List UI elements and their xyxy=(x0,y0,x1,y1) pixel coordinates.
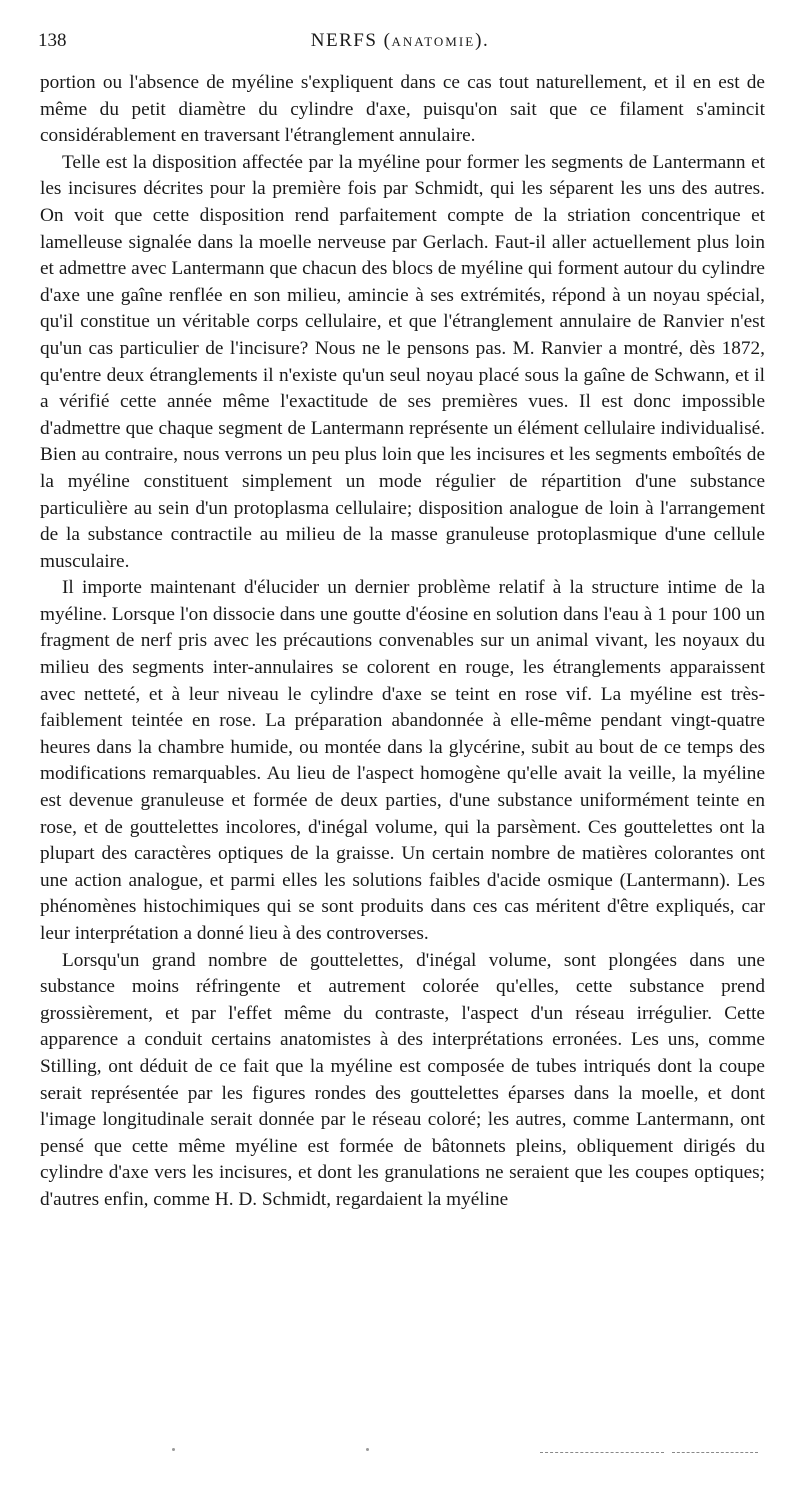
running-head-subtitle: ANATOMIE xyxy=(391,34,476,49)
page-number: 138 xyxy=(38,30,67,51)
running-head-title: NERFS xyxy=(310,30,378,51)
body-text xyxy=(40,70,765,1214)
paragraph: Il importe maintenant d'élucider un dernier problème relatif à la structure intime de la myéline. Lorsque l'on dissocie dans une goutte d'éosine en solution dans l'eau à 1 pour 100 un fragment de nerf pris avec les précautions convenables sur un animal vivant, les noyaux du milieu des segments inter-annulaires se colorent en rouge, les étranglements apparaissent avec netteté, et à leur niveau le cylindre d'axe se teint en rose vif. La myéline est très-faiblement teintée en rose. La préparation abandonnée à elle-même pendant vingt-quatre heures dans la chambre humide, ou montée dans la glycérine, subit au bout de ce temps des modifications remarquables. Au lieu de l'aspect homogène qu'elle avait la veille, la myéline est devenue granuleuse et formée de deux parties, d'une substance uniformément teinte en rose, et de gouttelettes incolores, d'inégal volume, qui la parsèment. Ces gouttelettes ont la plupart des caractères optiques de la graisse. Un certain nombre de matières colorantes ont une action analogue, et parmi elles les solutions faibles d'acide osmique (Lantermann). Les phénomènes histochimiques qui se sont produits dans ces cas méritent d'être expliqués, car leur interprétation a donné lieu à des controverses. xyxy=(40,577,765,944)
running-head xyxy=(38,30,762,52)
footer-speck xyxy=(172,1448,175,1451)
page-header xyxy=(38,30,762,58)
running-head-paren-close: ). xyxy=(475,30,490,51)
footer-rule xyxy=(540,1452,664,1453)
running-head-paren-open: ( xyxy=(383,30,392,51)
paragraph: Lorsqu'un grand nombre de gouttelettes, d'inégal volume, sont plongées dans une substance moins réfringente et autrement colorée qu'elles, cette substance prend grossièrement, et par l'effet même du contraste, l'aspect d'un réseau irrégulier. Cette apparence a conduit certains anatomistes à des interprétations erronées. Les uns, comme Stilling, ont déduit de ce fait que la myéline est composée de tubes intriqués dont la coupe serait représentée par les figures rondes des gouttelettes éparses dans la moelle, et dont l'image longitudinale serait donnée par le réseau coloré; les autres, comme Lantermann, ont pensé que cette même myéline est formée de bâtonnets pleins, obliquement dirigés du cylindre d'axe vers les incisures, et dont les granulations ne seraient que les coupes optiques; d'autres enfin, comme H. D. Schmidt, regardaient la myéline xyxy=(40,949,765,1210)
footer-rule xyxy=(672,1452,758,1453)
paragraph: Telle est la disposition affectée par la myéline pour former les segments de Lantermann et les incisures décrites pour la première fois par Schmidt, qui les séparent les uns des autres. On voit que cette disposition rend parfaitement compte de la striation concentrique et lamelleuse signalée dans la moelle nerveuse par Gerlach. Faut-il aller actuellement plus loin et admettre avec Lantermann que chacun des blocs de myéline qui forment autour du cylindre d'axe une gaîne renflée en son milieu, amincie à ses extrémités, répond à un noyau spécial, qu'il constitue un véritable corps cellulaire, et que l'étranglement annulaire de Ranvier n'est qu'un cas particulier de l'incisure? Nous ne le pensons pas. M. Ranvier a montré, dès 1872, qu'entre deux étranglements il n'existe qu'un seul noyau placé sous la gaîne de Schwann, et il a vérifié cette année même l'exactitude de ses premières vues. Il est donc impossible d'admettre que chaque segment de Lantermann représente un élément cellulaire individualisé. Bien au contraire, nous verrons un peu plus loin que les incisures et les segments emboîtés de la myéline constituent simplement un mode régulier de répartition d'une substance particulière au sein d'un protoplasma cellulaire; disposition analogue de loin à l'arrangement de la substance contractile au milieu de la masse granuleuse protoplasmique d'une cellule musculaire. xyxy=(40,151,765,572)
footer-speck xyxy=(366,1448,369,1451)
paragraph-continued: portion ou l'absence de myéline s'expliquent dans ce cas tout naturellement, et il en est de même du petit diamètre du cylindre d'axe, puisqu'on sait que ce filament s'amincit considérablement en traversant l'étranglement annulaire. xyxy=(40,72,765,147)
